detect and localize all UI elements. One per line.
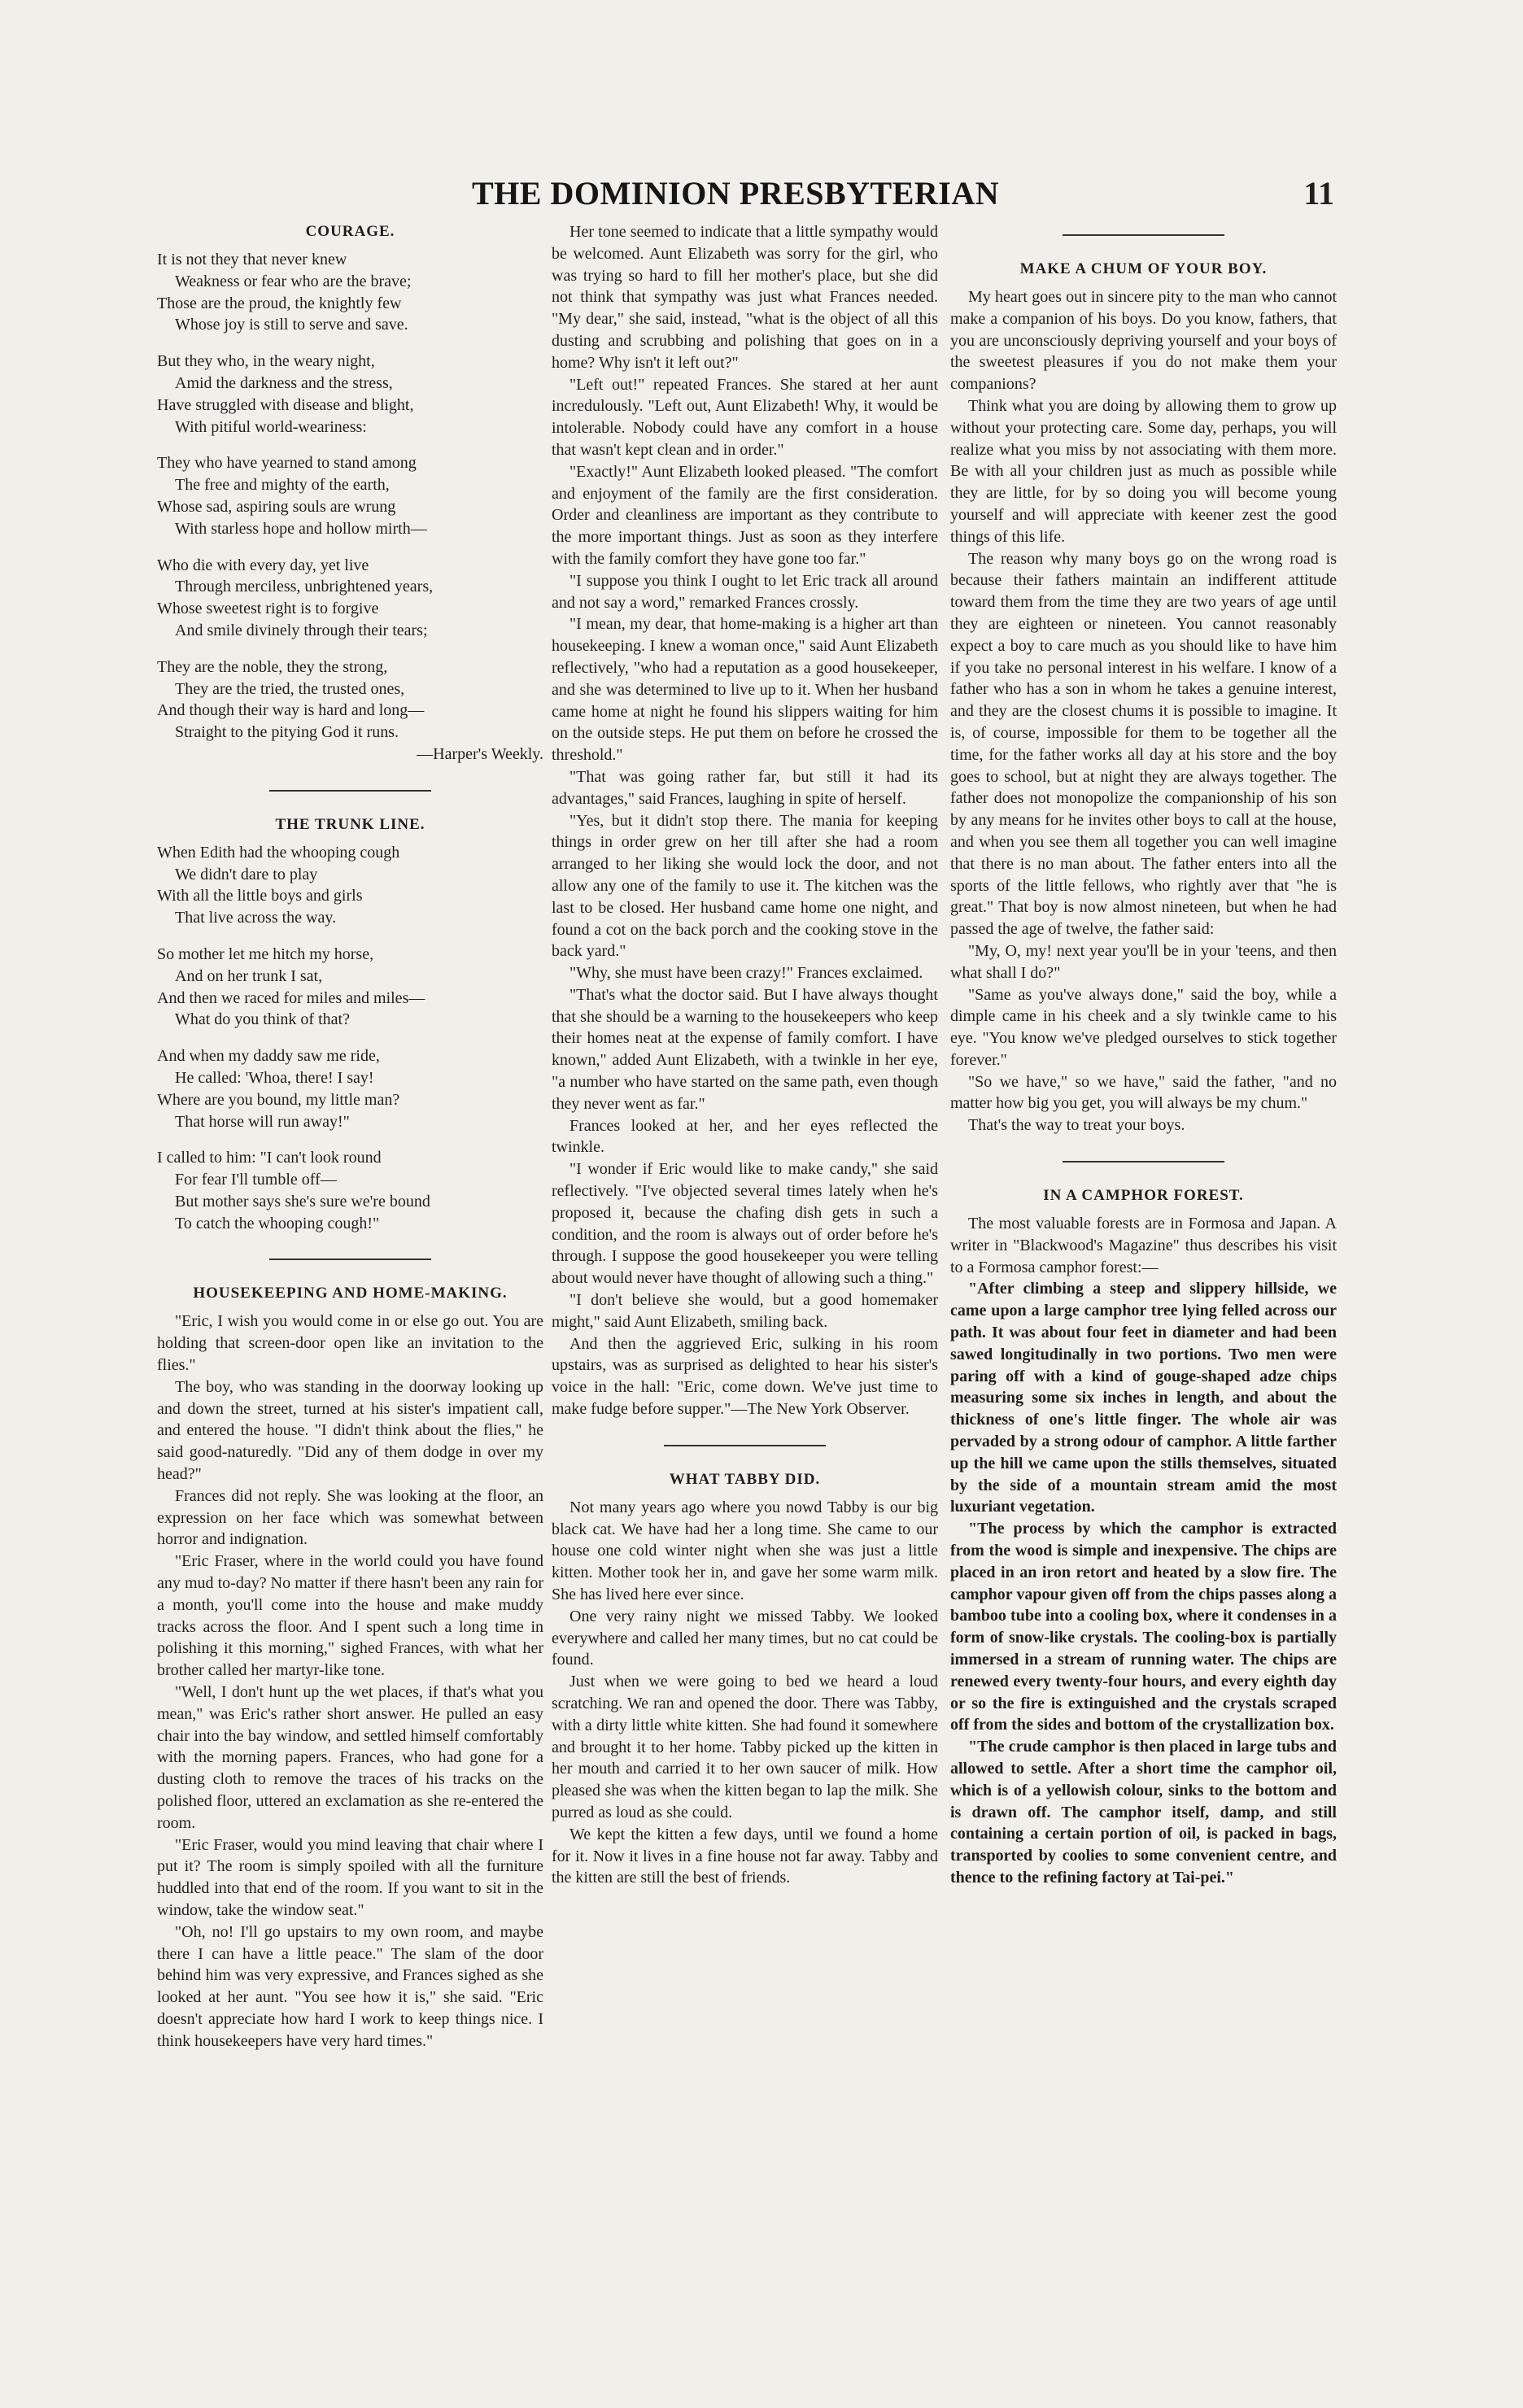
poem-line: And when my daddy saw me ride, — [157, 1047, 380, 1066]
paragraph: "Why, she must have been crazy!" Frances exclaimed. — [569, 964, 923, 983]
paragraph: "The crude camphor is then placed in large tubs and allowed to settle. After a short time the camphor oil, which is of a yellowish colour, sinks to the bottom and is drawn off. The camphor itself, damp, and still containing a certain portion of oil, is packed in bags, transported by coolies to some convenient centre, and thence to the refining factory at Tai-pei." — [950, 1738, 1337, 1887]
poem-line: Who die with every day, yet live — [157, 556, 369, 574]
paragraph: The most valuable forests are in Formosa and Japan. A writer in "Blackwood's Magazine" thus describes his visit to a Formosa camphor forest:— — [950, 1215, 1337, 1276]
section-divider — [269, 1259, 432, 1260]
paragraph: Frances did not reply. She was looking at the floor, an expression on her face which was somewhat between horror and indignation. — [157, 1486, 543, 1549]
paragraph: That's the way to treat your boys. — [968, 1116, 1185, 1135]
trunk-line-title: THE TRUNK LINE. — [275, 815, 425, 833]
section-divider — [269, 790, 432, 792]
paragraph: "Eric Fraser, would you mind leaving that chair where I put it? The room is simply spoiled with all the furniture huddled into that end of the room. If you want to sit in the window, take the window seat." — [157, 1835, 543, 1919]
paragraph: Her tone seemed to indicate that a little sympathy would be welcomed. Aunt Elizabeth was sorry for the girl, who was trying so hard to fill her mother's place, but she did not think that sympathy was just what Frances needed. "My dear," she said, instead, "what is the object of all this dusting and scrubbing and polishing that goes on in a home? Why isn't it left out?" — [552, 223, 938, 372]
poem-line: Whose joy is still to serve and save. — [175, 316, 408, 334]
paragraph: "Yes, but it didn't stop there. The mania for keeping things in order grew on her till after she had a room arranged to her liking she would lock the door, and not allow any one of the family to use it. The kitchen was the last to be closed. Her husband came home one night, and found a cot on the back porch and the cooking stove in the back yard." — [552, 811, 938, 961]
poem-line: So mother let me hitch my horse, — [157, 944, 374, 963]
poem-stanza — [157, 944, 543, 1031]
poem-line: With all the little boys and girls — [157, 887, 363, 905]
poem-stanza — [157, 1147, 543, 1234]
paragraph: "Left out!" repeated Frances. She stared at her aunt incredulously. "Left out, Aunt Elizabeth! Why, it would be intolerable. Nobody could have any comfort in a house that wasn't kept clean and in order." — [552, 375, 938, 459]
poem-stanza — [157, 1045, 543, 1132]
poem-line: Amid the darkness and the stress, — [175, 373, 393, 392]
paragraph: "I suppose you think I ought to let Eric track all around and not say a word," remarked Frances crossly. — [552, 571, 938, 612]
poem-line: Have struggled with disease and blight, — [157, 395, 414, 414]
paragraph: "I wonder if Eric would like to make candy," she said reflectively. "I've objected several times lately when he's proposed it, because the chafing dish gets in such a condition, and the room is always out of order before he's through. I suppose the good housekeeper you were telling about would never have thought of allowing such a thing." — [552, 1160, 938, 1288]
paragraph: "I don't believe she would, but a good homemaker might," said Aunt Elizabeth, smiling back. — [552, 1291, 938, 1331]
paragraph: Not many years ago where you nowd Tabby is our big black cat. We have had her a long time. She came to our house one cold winter night when she was just a little kitten. Mother took her in, and gave her some warm milk. She has lived here ever since. — [552, 1498, 938, 1604]
poem-line: That horse will run away!" — [175, 1112, 350, 1131]
paragraph: "Well, I don't hunt up the wet places, if that's what you mean," was Eric's rather short answer. He pulled an easy chair into the bay window, and settled himself comfortably with the morning papers. Frances, who had gone for a dusting cloth to remove the traces of his tracks on the polished floor, uttered an exclamation as she re-entered the room. — [157, 1683, 543, 1832]
poem-line: Whose sweetest right is to forgive — [157, 600, 379, 618]
paragraph: The boy, who was standing in the doorway looking up and down the street, turned at his sister's impatient call, and entered the house. "I didn't think about the flies," he said good-naturedly. "Did any of them dodge in over my head?" — [157, 1377, 543, 1484]
paragraph: "So we have," so we have," said the father, "and no matter how big you get, you will always be my chum." — [950, 1072, 1337, 1113]
poem-line: What do you think of that? — [175, 1010, 350, 1029]
paragraph: "Eric Fraser, where in the world could you have found any mud to-day? No matter if there hasn't been any rain for a month, you'll come into the house and make muddy tracks across the floor. And I spent such a long time in polishing it this morning," sighed Frances, with what her brother called her martyr-like tone. — [157, 1552, 543, 1680]
camphor-title: IN A CAMPHOR FOREST. — [1043, 1187, 1244, 1205]
paragraph: My heart goes out in sincere pity to the man who cannot make a companion of his boys. Do you know, fathers, that you are unconsciously depriving yourself and your boys of the sweetest pleasures if you do not make them your companions? — [950, 288, 1337, 394]
poem-line: And then we raced for miles and miles— — [157, 988, 425, 1007]
poem-line: They are the tried, the trusted ones, — [175, 679, 405, 698]
paragraph: Think what you are doing by allowing them to grow up without your protecting care. Some day, perhaps, you will realize what you miss by not associating with them more. Be with all your children just as much as possible while they are little, for by so doing you will become young yourself and will appreciate with keener zest the good things of this life. — [950, 396, 1337, 546]
poem-line: When Edith had the whooping cough — [157, 843, 400, 862]
paragraph: "I mean, my dear, that home-making is a higher art than housekeeping. I knew a woman once," said Aunt Elizabeth reflectively, "who had a reputation as a good housekeeper, and she was determined to live up to it. When her husband came home at night he found his slippers waiting for him on the outside steps. He put them on before he crossed the threshold." — [552, 615, 938, 765]
section-divider — [1063, 234, 1225, 236]
poem-line: Weakness or fear who are the brave; — [175, 272, 412, 290]
poem-line: Whose sad, aspiring souls are wrung — [157, 497, 396, 516]
poem-stanza — [157, 842, 543, 929]
paragraph: And then the aggrieved Eric, sulking in his room upstairs, was as surprised as delighted to hear his sister's voice in the hall: "Eric, come down. We've just time to make fudge before supper."—The New York Observer. — [552, 1334, 938, 1419]
trunk-line-poem — [157, 842, 543, 1235]
poem-line: Through merciless, unbrightened years, — [175, 578, 434, 596]
column-2 — [552, 221, 938, 2320]
paragraph: Just when we were going to bed we heard a loud scratching. We ran and opened the door. There was Tabby, with a dirty little white kitten. She had found it somewhere and brought it to her home. Tabby picked up the kitten in her mouth and carried it to her own saucer of milk. How pleased she was when the kitten began to lap the milk. She purred as loud as she could. — [552, 1673, 938, 1821]
poem-line: With starless hope and hollow mirth— — [175, 519, 427, 538]
paragraph: "After climbing a steep and slippery hillside, we came upon a large camphor tree lying felled across our path. It was about four feet in diameter and had been sawed longitudinally in two portions. Two men were paring off with a kind of gouge-shaped adze chips measuring some six inches in length, and about the thickness of one's little finger. The whole air was pervaded by a strong odour of camphor. A little farther up the hill we came upon the stills themselves, situated by the side of a mountain stream amid the most luxuriant vegetation. — [950, 1280, 1337, 1516]
poem-line: I called to him: "I can't look round — [157, 1149, 382, 1167]
poem-line: With pitiful world-weariness: — [175, 417, 367, 436]
poem-line: And on her trunk I sat, — [175, 966, 323, 985]
poem-line: They are the noble, they the strong, — [157, 657, 388, 676]
masthead-title: THE DOMINION PRESBYTERIAN — [472, 175, 1000, 212]
paragraph: "Same as you've always done," said the boy, while a dimple came in his cheek and a sly twinkle came to his eye. "You know we've pledged ourselves to stick together forever." — [950, 985, 1337, 1069]
paragraph: The reason why many boys go on the wrong road is because their fathers maintain an indifferent attitude toward them from the time they are two years of age until they are eighteen or nineteen. You cannot reasonably expect a boy to care much as you should like to have him if you take no personal interest in his welfare. I know of a father who has a son in whom he takes a genuine interest, and they are the closest chums it is possible to imagine. It is, of course, impossible for them to be together all the time, for the father works all day at his store and the boy goes to school, but at night they are always together. The father does not monopolize the companionship of his son by any means for he invites other boys to call at the house, and when you see them all together you can well imagine that there is no man about. The father enters into all the sports of the little fellows, who rightly aver that "he is great." That boy is now almost nineteen, but when he had passed the age of twelve, the father said: — [950, 549, 1337, 939]
paragraph: We kept the kitten a few days, until we found a home for it. Now it lives in a fine house not far away. Tabby and the kitten are still the best of friends. — [552, 1825, 938, 1887]
paragraph: "Eric, I wish you would come in or else go out. You are holding that screen-door open like an invitation to the flies." — [157, 1312, 543, 1375]
poem-line: It is not they that never knew — [157, 251, 347, 268]
poem-line: He called: 'Whoa, there! I say! — [175, 1068, 374, 1087]
courage-poem — [157, 249, 543, 766]
column-1 — [157, 221, 543, 2320]
paragraph: "Exactly!" Aunt Elizabeth looked pleased. "The comfort and enjoyment of the family are the first consideration. Order and cleanliness are important as they contribute to the more important things. Just as soon as they interfere with the family comfort they have gone too far." — [552, 462, 938, 568]
paragraph: "That's what the doctor said. But I have always thought that she should be a warning to the housekeepers who keep their homes neat at the expense of family comfort. I have known," added Aunt Elizabeth, with a twinkle in her eye, "a number who have started on the same path, even though they never went as far." — [552, 985, 938, 1113]
poem-line: The free and mighty of the earth, — [175, 476, 390, 495]
column-3 — [950, 221, 1337, 2320]
poem-line: That live across the way. — [175, 909, 337, 927]
chum-title: MAKE A CHUM OF YOUR BOY. — [1019, 260, 1268, 277]
poem-stanza — [157, 452, 543, 539]
poem-line: We didn't dare to play — [175, 865, 318, 883]
poem-line: And though their way is hard and long— — [157, 701, 425, 720]
paragraph: "That was going rather far, but still it had its advantages," said Frances, laughing in spite of herself. — [552, 767, 938, 808]
poem-line: Those are the proud, the knightly few — [157, 294, 402, 312]
paragraph: "The process by which the camphor is extracted from the wood is simple and inexpensive. The chips are placed in an iron retort and heated by a slow fire. The camphor vapour given off from the chips passes along a bamboo tube into a cooling box, where it condenses in a form of snow-like crystals. The cooling-box is partially immersed in a stream of running water. The chips are renewed every twenty-four hours, and every eighth day or so the fire is extinguished and the crystals scraped off from the sides and bottom of the crystallization box. — [950, 1520, 1337, 1734]
poem-stanza — [157, 555, 543, 642]
poem-stanza — [157, 351, 543, 438]
paragraph: "Oh, no! I'll go upstairs to my own room, and maybe there I can have a little peace." The slam of the door behind him was very expressive, and Frances sighed as she looked at her aunt. "You see how it is," she said. "Eric doesn't appreciate how hard I work to keep things nice. I think housekeepers have very hard times." — [157, 1922, 543, 2050]
paragraph: "My, O, my! next year you'll be in your 'teens, and then what shall I do?" — [950, 941, 1337, 982]
paragraph: One very rainy night we missed Tabby. We looked everywhere and called her many times, but no cat could be found. — [552, 1607, 938, 1669]
poem-line: Straight to the pitying God it runs. — [175, 723, 399, 742]
paragraph: Frances looked at her, and her eyes reflected the twinkle. — [552, 1116, 938, 1157]
page-number: 11 — [1303, 175, 1334, 212]
poem-line: For fear I'll tumble off— — [175, 1171, 337, 1189]
section-divider — [664, 1445, 827, 1446]
poem-line: But mother says she's sure we're bound — [175, 1192, 430, 1211]
poem-line: To catch the whooping cough!" — [175, 1214, 380, 1232]
poem-stanza — [157, 249, 543, 336]
poem-stanza — [157, 657, 543, 766]
poem-line: Where are you bound, my little man? — [157, 1090, 400, 1109]
poem-line: But they who, in the weary night, — [157, 352, 375, 371]
courage-title: COURAGE. — [305, 223, 395, 240]
poem-line: And smile divinely through their tears; — [175, 621, 428, 639]
poem-attribution: —Harper's Weekly. — [417, 744, 543, 763]
housekeeping-title: HOUSEKEEPING AND HOME-MAKING. — [193, 1285, 508, 1302]
poem-line: They who have yearned to stand among — [157, 454, 417, 473]
tabby-title: WHAT TABBY DID. — [669, 1470, 821, 1488]
section-divider — [1063, 1161, 1225, 1163]
